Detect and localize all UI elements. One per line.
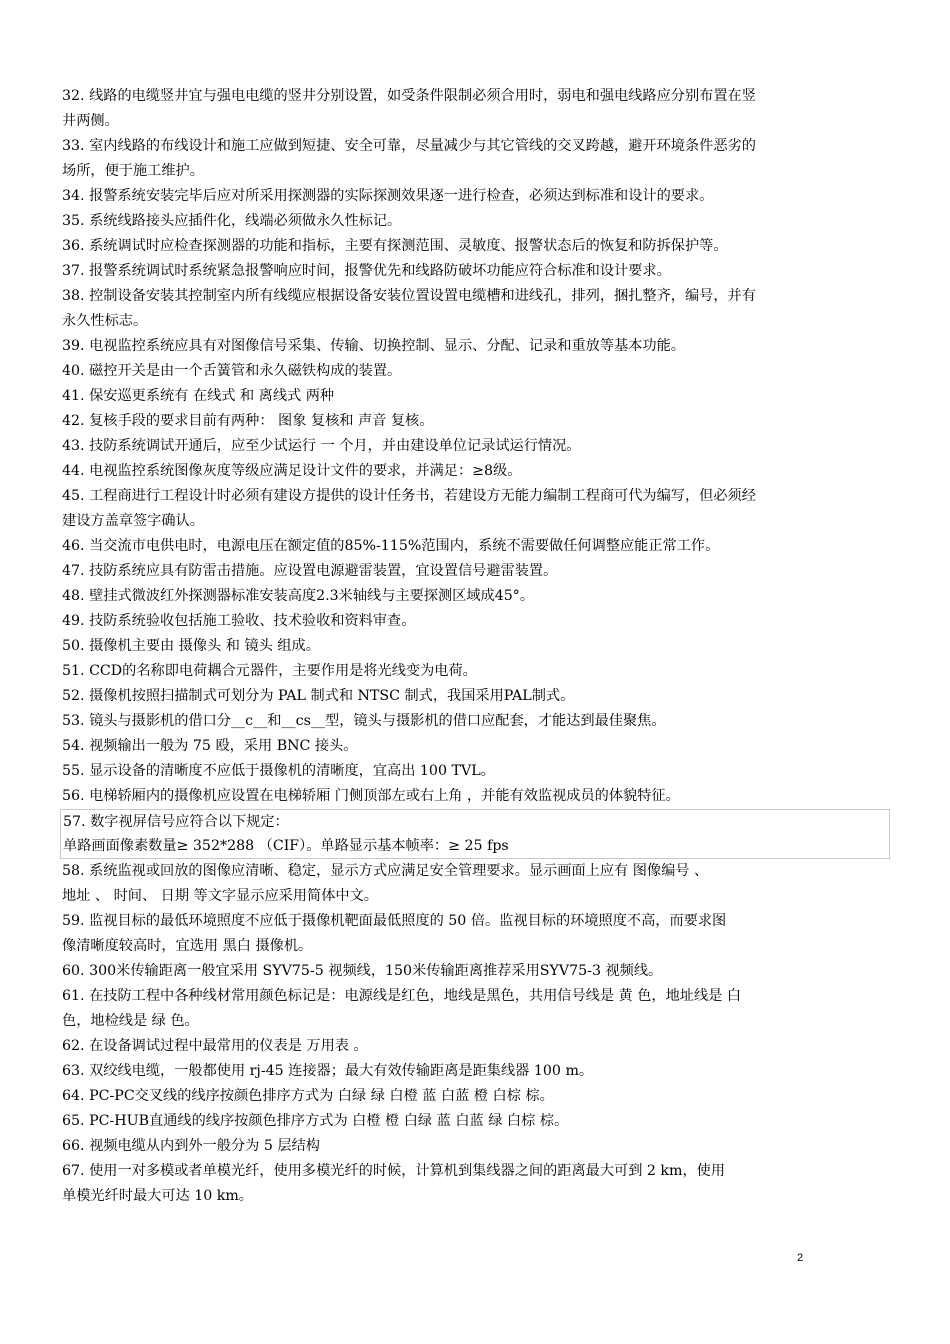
text-line: 34. 报警系统安装完毕后应对所采用探测器的实际探测效果逐一进行检查，必须达到标准和设计的要求。 bbox=[62, 188, 714, 204]
text-line: 像清晰度较高时，宜选用 黑白 摄像机。 bbox=[62, 938, 313, 954]
boxed-item-57 bbox=[60, 809, 890, 859]
text-line: 46. 当交流市电供电时，电源电压在额定值的85%-115%范围内，系统不需要做任何调整应能正常工作。 bbox=[62, 538, 720, 554]
text-line: 建设方盖章签字确认。 bbox=[62, 513, 204, 529]
text-line: 32. 线路的电缆竖井宜与强电电缆的竖井分别设置，如受条件限制必须合用时，弱电和强电线路应分别布置在竖 bbox=[62, 88, 756, 104]
text-line: 37. 报警系统调试时系统紧急报警响应时间，报警优先和线路防破坏功能应符合标准和设计要求。 bbox=[62, 263, 671, 279]
text-line: 50. 摄像机主要由 摄像头 和 镜头 组成。 bbox=[62, 638, 320, 654]
text-line: 47. 技防系统应具有防雷击措施。应设置电源避雷装置，宜设置信号避雷装置。 bbox=[62, 563, 558, 579]
text-line: 40. 磁控开关是由一个舌簧管和永久磁铁构成的装置。 bbox=[62, 363, 402, 379]
text-line: 66. 视频电缆从内到外一般分为 5 层结构 bbox=[62, 1138, 320, 1154]
text-line: 56. 电梯轿厢内的摄像机应设置在电梯轿厢 门侧顶部左或右上角 ，并能有效监视成员的体貌特征。 bbox=[62, 788, 680, 804]
text-line: 64. PC-PC交叉线的线序按颜色排序方式为 白绿 绿 白橙 蓝 白蓝 橙 白棕 棕。 bbox=[62, 1088, 554, 1104]
text-line: 62. 在设备调试过程中最常用的仪表是 万用表 。 bbox=[62, 1038, 368, 1054]
document-body bbox=[62, 84, 888, 1209]
text-line: 58. 系统监视或回放的图像应清晰、稳定，显示方式应满足安全管理要求。显示画面上应有 图像编号 、 bbox=[62, 863, 709, 879]
text-line: 35. 系统线路接头应插件化，线端必须做永久性标记。 bbox=[62, 213, 402, 229]
text-line: 51. CCD的名称即电荷耦合元器件，主要作用是将光线变为电荷。 bbox=[62, 663, 477, 679]
text-line: 49. 技防系统验收包括施工验收、技术验收和资料审查。 bbox=[62, 613, 416, 629]
text-line: 41. 保安巡更系统有 在线式 和 离线式 两种 bbox=[62, 388, 335, 404]
text-line: 55. 显示设备的清晰度不应低于摄像机的清晰度，宜高出 100 TVL。 bbox=[62, 763, 495, 779]
text-line: 单路画面像素数量≥ 352*288 （CIF）。单路显示基本帧率：≥ 25 fps bbox=[63, 838, 509, 854]
text-line: 38. 控制设备安装其控制室内所有线缆应根据设备安装位置设置电缆槽和进线孔，排列，捆扎整齐，编号，并有 bbox=[62, 288, 756, 304]
text-line: 65. PC-HUB直通线的线序按颜色排序方式为 白橙 橙 白绿 蓝 白蓝 绿 白棕 棕。 bbox=[62, 1113, 569, 1129]
text-line: 单模光纤时最大可达 10 km。 bbox=[62, 1188, 253, 1204]
text-line: 36. 系统调试时应检查探测器的功能和指标，主要有探测范围、灵敏度、报警状态后的恢复和防拆保护等。 bbox=[62, 238, 728, 254]
page-number: 2 bbox=[797, 1252, 804, 1264]
text-line: 57. 数字视屏信号应符合以下规定： bbox=[63, 814, 289, 830]
text-line: 永久性标志。 bbox=[62, 313, 148, 329]
text-line: 33. 室内线路的布线设计和施工应做到短捷、安全可靠，尽量减少与其它管线的交叉跨越，避开环境条件恶劣的 bbox=[62, 138, 756, 154]
text-line: 39. 电视监控系统应具有对图像信号采集、传输、切换控制、显示、分配、记录和重放等基本功能。 bbox=[62, 338, 685, 354]
text-line: 48. 壁挂式微波红外探测器标准安装高度2.3米轴线与主要探测区域成45°。 bbox=[62, 588, 535, 604]
text-line: 52. 摄像机按照扫描制式可划分为 PAL 制式和 NTSC 制式，我国采用PAL制式。 bbox=[62, 688, 575, 704]
text-line: 59. 监视目标的最低环境照度不应低于摄像机靶面最低照度的 50 倍。监视目标的环境照度不高，而要求图 bbox=[62, 913, 727, 929]
text-line: 60. 300米传输距离一般宜采用 SYV75-5 视频线，150米传输距离推荐采用SYV75-3 视频线。 bbox=[62, 963, 663, 979]
text-line: 场所，便于施工维护。 bbox=[62, 163, 204, 179]
text-line: 61. 在技防工程中各种线材常用颜色标记是：电源线是红色，地线是黑色，共用信号线是 黄 色，地址线是 白 bbox=[62, 988, 742, 1004]
text-line: 54. 视频输出一般为 75 殴，采用 BNC 接头。 bbox=[62, 738, 358, 754]
text-line: 45. 工程商进行工程设计时必须有建设方提供的设计任务书，若建设方无能力编制工程商可代为编写，但必须经 bbox=[62, 488, 756, 504]
text-line: 44. 电视监控系统图像灰度等级应满足设计文件的要求，并满足：≥8级。 bbox=[62, 463, 522, 479]
text-line: 43. 技防系统调试开通后，应至少试运行 一 个月，并由建设单位记录试运行情况。 bbox=[62, 438, 581, 454]
text-line: 地址 、 时间、 日期 等文字显示应采用简体中文。 bbox=[62, 888, 378, 904]
text-line: 63. 双绞线电缆，一般都使用 rj-45 连接器；最大有效传输距离是距集线器 100 m。 bbox=[62, 1063, 594, 1079]
text-line: 67. 使用一对多模或者单模光纤，使用多模光纤的时候，计算机到集线器之间的距离最大可到 2 km，使用 bbox=[62, 1163, 726, 1179]
text-line: 42. 复核手段的要求目前有两种： 图象 复核和 声音 复核。 bbox=[62, 413, 434, 429]
text-line: 色，地检线是 绿 色。 bbox=[62, 1013, 199, 1029]
text-line: 井两侧。 bbox=[62, 113, 119, 129]
text-line: 53. 镜头与摄影机的借口分__c__和__cs__型，镜头与摄影机的借口应配套，才能达到最佳聚焦。 bbox=[62, 713, 666, 729]
